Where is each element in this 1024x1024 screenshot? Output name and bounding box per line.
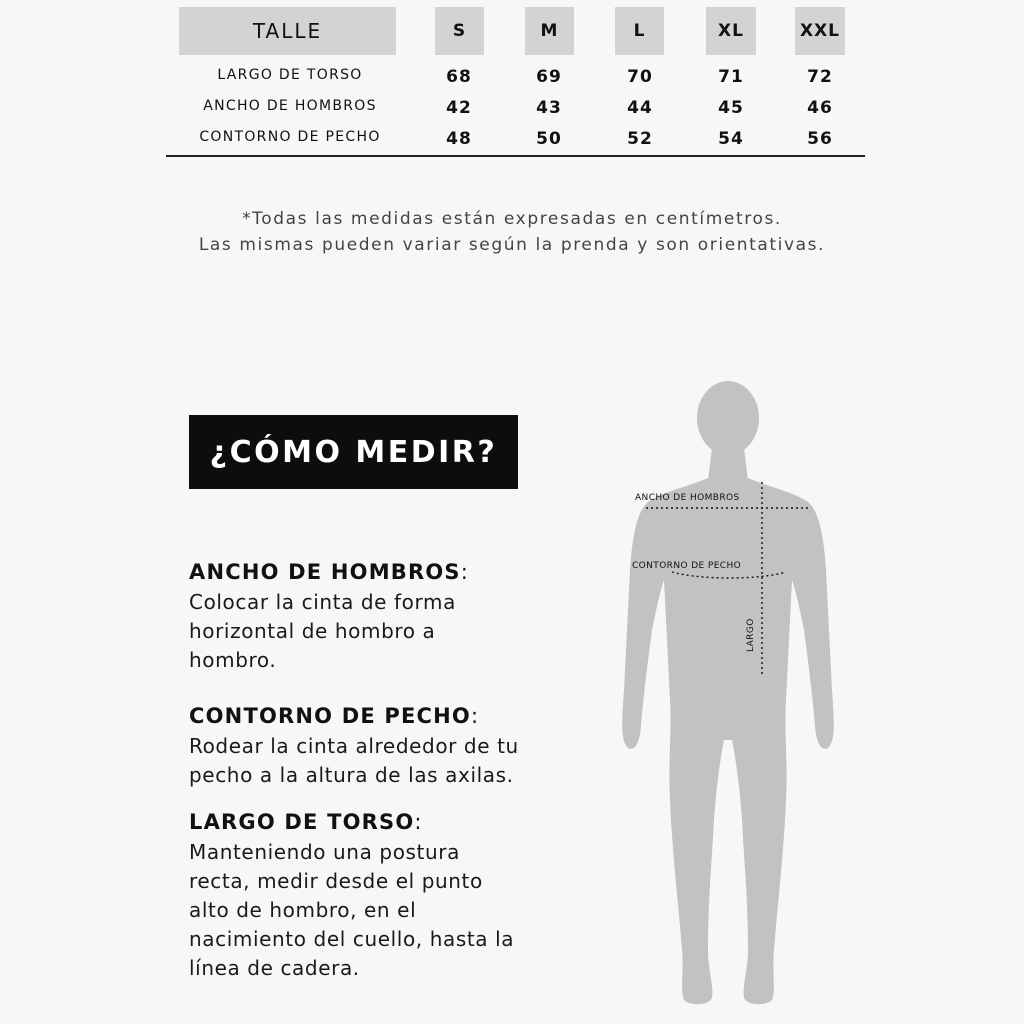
cell-largo-s: 68 [446,67,472,87]
cell-largo-xxl: 72 [807,67,833,87]
cell-ancho-l: 44 [627,98,653,118]
note-line-1: *Todas las medidas están expresadas en centímetros. [242,209,782,229]
cell-ancho-s: 42 [446,98,472,118]
body-torso [622,478,834,1004]
section-heading-shoulders-text: ANCHO DE HOMBROS [189,560,461,584]
section-body-line: recta, medir desde el punto [189,869,483,893]
section-heading-shoulders-colon: : [460,560,470,584]
section-body-shoulders [189,588,569,675]
cell-pecho-xl: 54 [718,129,744,149]
body-head [697,381,759,455]
figure-label-chest: CONTORNO DE PECHO [632,561,742,571]
section-body-line: línea de cadera. [189,956,360,980]
note-line-2: Las mismas pueden variar según la prenda y son orientativas. [198,235,826,255]
table-bottom-rule [166,155,865,157]
cell-pecho-xxl: 56 [807,129,833,149]
section-heading-torso-colon: : [414,810,423,834]
cell-pecho-l: 52 [627,129,653,149]
section-heading-chest-colon: : [471,704,480,728]
section-heading-torso-text: LARGO DE TORSO [189,810,415,834]
cell-ancho-m: 43 [536,98,562,118]
header-size-m: M [525,7,574,55]
section-body-chest [189,732,569,790]
section-body-line: alto de hombro, en el [189,898,417,922]
section-body-line: Manteniendo una postura [189,840,460,864]
section-body-torso [189,838,569,983]
row-label-largo-torso: LARGO DE TORSO [217,67,363,83]
figure-label-shoulders: ANCHO DE HOMBROS [635,493,740,503]
how-to-title: ¿CÓMO MEDIR? [189,415,518,489]
cell-largo-m: 69 [536,67,562,87]
section-heading-torso [189,810,423,834]
header-size-s: S [435,7,484,55]
cell-ancho-xl: 45 [718,98,744,118]
cell-largo-l: 70 [627,67,653,87]
header-talle: TALLE [179,7,396,55]
section-body-line: nacimiento del cuello, hasta la [189,927,515,951]
body-neck [708,448,748,480]
section-body-line: Colocar la cinta de forma [189,590,456,614]
header-size-xxl: XXL [795,7,845,55]
section-heading-shoulders [189,560,469,584]
section-body-line: horizontal de hombro a [189,619,436,643]
figure-label-length: LARGO [746,618,756,652]
section-body-line: Rodear la cinta alrededor de tu [189,734,519,758]
section-heading-chest [189,704,479,728]
header-size-l: L [615,7,664,55]
body-measurement-figure [600,370,860,1020]
body-silhouette [622,381,834,1004]
cell-pecho-m: 50 [536,129,562,149]
section-heading-chest-text: CONTORNO DE PECHO [189,704,471,728]
section-body-line: pecho a la altura de las axilas. [189,763,514,787]
header-size-xl: XL [706,7,756,55]
row-label-contorno-pecho: CONTORNO DE PECHO [199,129,381,145]
cell-pecho-s: 48 [446,129,472,149]
cell-largo-xl: 71 [718,67,744,87]
cell-ancho-xxl: 46 [807,98,833,118]
section-body-line: hombro. [189,648,277,672]
row-label-ancho-hombros: ANCHO DE HOMBROS [203,98,377,114]
